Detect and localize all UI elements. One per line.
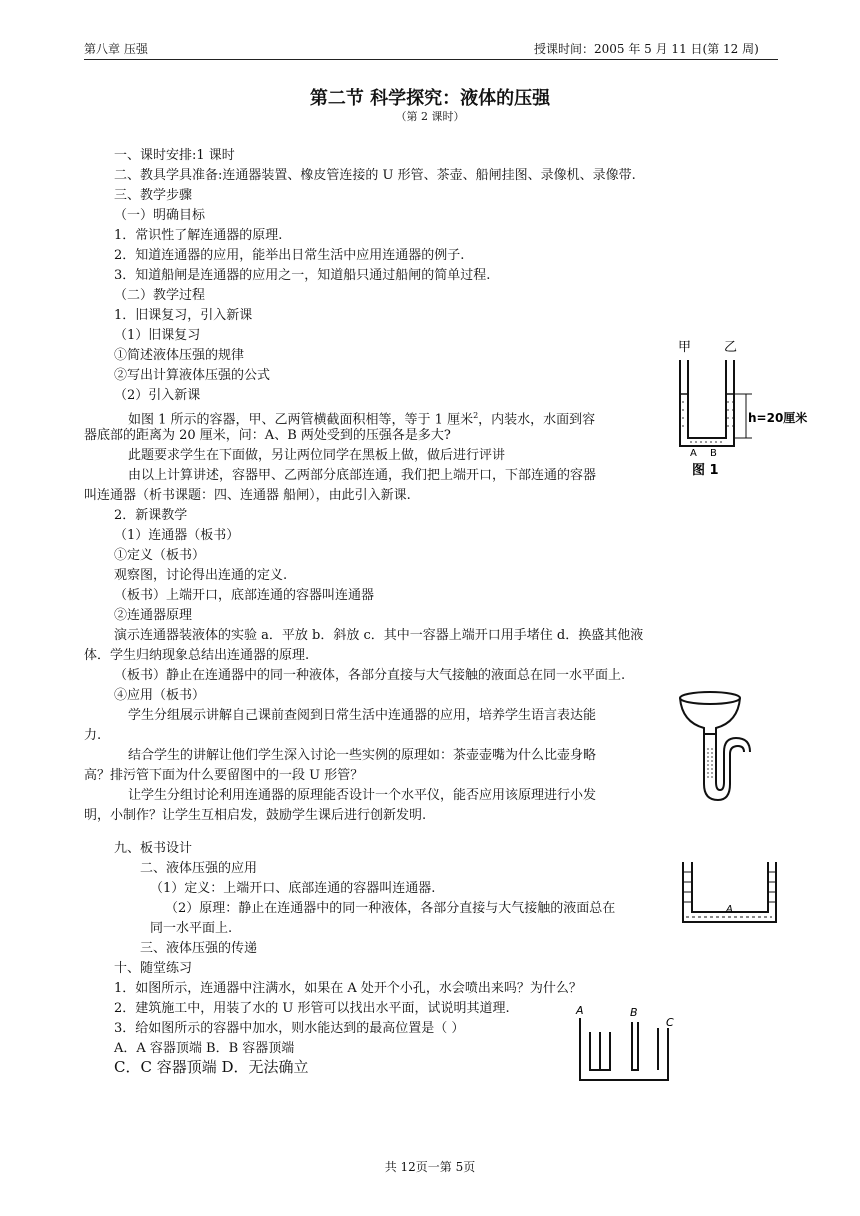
fig1-caption: 图 1 [692, 463, 719, 478]
figure-1-u-tube [672, 338, 822, 488]
text-line: （1）旧课复习 [114, 328, 201, 343]
text-segment: 如图 1 所示的容器，甲、乙两管横截面积相等，等于 1 厘米 [128, 412, 474, 428]
text-line: 三、液体压强的传递 [140, 941, 258, 956]
figure-3-connected-vessel [680, 862, 780, 930]
figure-2-drain-u-pipe [678, 688, 758, 810]
text-line: 二、教具学具准备:连通器装置、橡皮管连接的 U 形管、茶壶、船闸挂图、录像机、录像带. [114, 168, 636, 183]
fig1-label-jia: 甲 [678, 340, 692, 355]
fig1-point-a: A [690, 448, 697, 459]
text-line: 力. [84, 728, 102, 743]
text-line: 明，小制作？让学生互相启发，鼓励学生课后进行创新发明. [84, 808, 427, 823]
header-date: 授课时间：2005 年 5 月 11 日(第 12 周) [534, 42, 759, 56]
page-title: 第二节 科学探究：液体的压强 [309, 88, 551, 109]
text-line: 3．知道船闸是连通器的应用之一，知道船只通过船闸的简单过程. [114, 268, 491, 283]
text-line: ①简述液体压强的规律 [114, 348, 245, 363]
text-line: C．C 容器顶端 D．无法确立 [114, 1058, 309, 1076]
text-line: 1．旧课复习，引入新课 [114, 308, 253, 323]
text-line: ①定义（板书） [114, 548, 206, 563]
text-line: ④应用（板书） [114, 688, 206, 703]
text-line: 同一水平面上. [150, 921, 233, 936]
header-rule [84, 59, 778, 60]
text-line: （一）明确目标 [114, 208, 206, 223]
fig4-label-b: B [630, 1006, 638, 1019]
text-segment: ，内装水，水面到容 [478, 412, 596, 428]
text-line: 叫连通器（析书课题：四、连通器 船闸），由此引入新课. [84, 488, 411, 503]
text-line: 器底部的距离为 20 厘米，问：A、B 两处受到的压强各是多大? [84, 428, 451, 443]
text-line: 2．新课教学 [114, 508, 188, 523]
text-line: 2．知道连通器的应用，能举出日常生活中应用连通器的例子. [114, 248, 465, 263]
text-line: 一、课时安排:1 课时 [114, 148, 235, 163]
text-line: 三、教学步骤 [114, 188, 193, 203]
text-line: 二、液体压强的应用 [140, 861, 258, 876]
text-line: 观察图，讨论得出连通的定义. [114, 568, 288, 583]
superscript: 2 [473, 411, 479, 420]
text-line: （板书）上端开口，底部连通的容器叫连通器 [114, 588, 375, 603]
text-line: 演示连通器装液体的实验 a．平放 b．斜放 c．其中一容器上端开口用手堵住 d．换盛其他液 [114, 628, 644, 643]
text-line: 1．常识性了解连通器的原理. [114, 228, 283, 243]
fig1-height-label: h=20厘米 [748, 411, 808, 425]
text-line: 体．学生归纳现象总结出连通器的原理. [84, 648, 310, 663]
fig1-point-b: B [710, 448, 717, 459]
text-line: 结合学生的讲解让他们学生深入讨论一些实例的原理如：茶壶壶嘴为什么比壶身略 [128, 748, 597, 763]
fig4-label-a: A [576, 1004, 584, 1017]
text-line: （2）引入新课 [114, 388, 201, 403]
text-line: 2．建筑施工中，用装了水的 U 形管可以找出水平面，试说明其道理. [114, 1001, 510, 1016]
header-chapter: 第八章 压强 [84, 42, 148, 56]
text-line: （1）连通器（板书） [114, 528, 240, 543]
text-line: ②连通器原理 [114, 608, 193, 623]
text-line: 3．给如图所示的容器中加水，则水能达到的最高位置是（ ） [114, 1021, 465, 1036]
text-line: 学生分组展示讲解自己课前查阅到日常生活中连通器的应用，培养学生语言表达能 [128, 708, 597, 723]
text-line: 十、随堂练习 [114, 961, 193, 976]
text-line: 让学生分组讨论利用连通器的原理能否设计一个水平仪，能否应用该原理进行小发 [128, 788, 597, 803]
page-subtitle: （第 2 课时） [395, 110, 465, 123]
text-line: （二）教学过程 [114, 288, 206, 303]
fig3-point-a: A [726, 904, 733, 915]
fig1-label-yi: 乙 [724, 340, 738, 355]
text-line: ②写出计算液体压强的公式 [114, 368, 271, 383]
fig4-label-c: C [666, 1016, 674, 1029]
text-line: 由以上计算讲述，容器甲、乙两部分底部连通，我们把上端开口，下部连通的容器 [128, 468, 597, 483]
page-footer: 共 12页一第 5页 [384, 1160, 476, 1174]
text-line: （2）原理：静止在连通器中的同一种液体，各部分直接与大气接触的液面总在 [165, 901, 616, 916]
text-line: （1）定义：上端开口、底部连通的容器叫连通器. [150, 881, 436, 896]
text-line: 高？排污管下面为什么要留图中的一段 U 形管？ [84, 768, 364, 783]
text-line: A．A 容器顶端 B．B 容器顶端 [114, 1041, 295, 1056]
text-line: （板书）静止在连通器中的同一种液体，各部分直接与大气接触的液面总在同一水平面上. [114, 668, 626, 683]
text-line: 1．如图所示，连通器中注满水，如果在 A 处开个小孔，水会喷出来吗？为什么？ [114, 981, 582, 996]
text-line: 此题要求学生在下面做，另让两位同学在黑板上做，做后进行评讲 [128, 448, 506, 463]
text-line: 九、板书设计 [114, 841, 193, 856]
text-line [128, 407, 595, 429]
figure-4-three-vessels [576, 1002, 686, 1088]
